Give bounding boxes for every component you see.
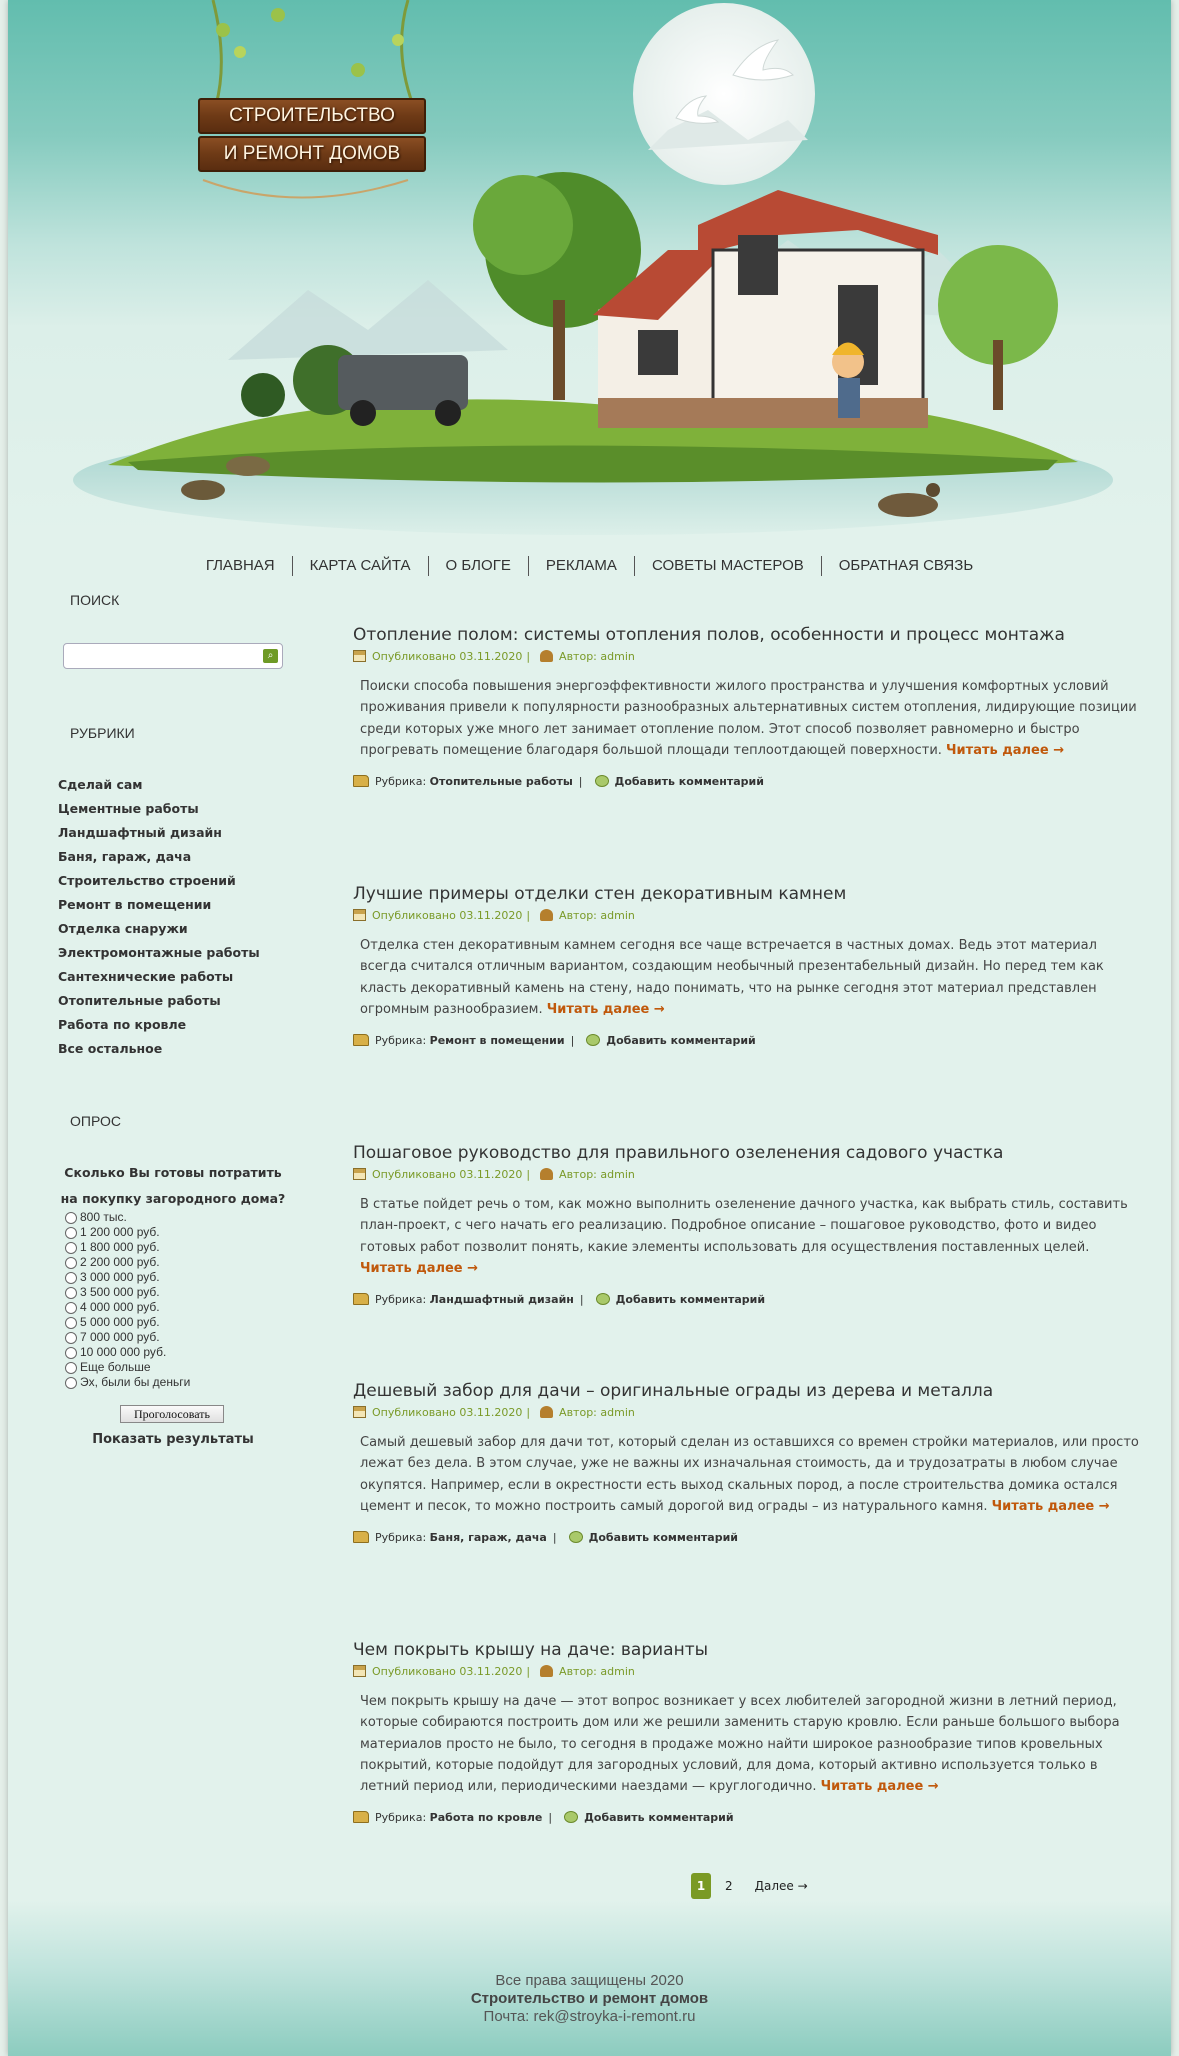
header-illustration xyxy=(8,0,1171,545)
poll-option[interactable] xyxy=(65,1240,190,1255)
category-list xyxy=(58,773,260,1061)
post-category-link[interactable]: Работа по кровле xyxy=(429,1810,543,1824)
post-excerpt-text: Чем покрыть крышу на даче — этот вопрос возникает у всех любителей загородной жизни в летний период, которые собираются построить дом или же решили заменить старую кровлю. Если раньше большого выбора материалов просто не было, то сегодня в продаже можно найти широкое разнообразие типов кровельных покрытий, которые подойдут для загородных условий, для дома, который активно используется только в летний период или, периодическими наездами — круглогодично. xyxy=(360,1694,1120,1795)
folder-icon xyxy=(353,1293,369,1305)
poll-option-label: 10 000 000 руб. xyxy=(80,1345,167,1359)
author-label: Автор: xyxy=(559,908,597,922)
category-link[interactable]: Сантехнические работы xyxy=(58,969,234,984)
radio-button[interactable] xyxy=(65,1347,77,1359)
post-date: 03.11.2020 xyxy=(459,1405,523,1419)
radio-button[interactable] xyxy=(65,1227,77,1239)
published-label: Опубликовано xyxy=(372,1664,456,1678)
poll-option-label: 1 200 000 руб. xyxy=(80,1225,160,1239)
comment-icon xyxy=(596,1293,610,1305)
post-meta: Опубликовано 03.11.2020 | Автор: admin xyxy=(353,1404,1143,1420)
user-icon xyxy=(540,909,553,921)
poll-option-label: Эх, были бы деньги xyxy=(80,1375,191,1389)
post xyxy=(353,1639,1143,1825)
post-category-link[interactable]: Отопительные работы xyxy=(429,774,573,788)
category-link[interactable]: Цементные работы xyxy=(58,801,199,816)
page-2-link[interactable]: 2 xyxy=(725,1879,733,1893)
poll-option[interactable] xyxy=(65,1225,190,1240)
radio-button[interactable] xyxy=(65,1272,77,1284)
post-footer: Рубрика: Баня, гараж, дача | Добавить комментарий xyxy=(353,1529,1143,1545)
category-label: Рубрика: xyxy=(375,774,427,788)
radio-button[interactable] xyxy=(65,1332,77,1344)
poll-option[interactable] xyxy=(65,1285,190,1300)
show-results-link[interactable]: Показать результаты xyxy=(92,1432,254,1447)
page xyxy=(8,0,1171,2056)
user-icon xyxy=(540,1406,553,1418)
post-excerpt-text: Отделка стен декоративным камнем сегодня все чаще встречается в частных домах. Ведь этот материал всегда считался отличным вариантом, создающим необычный презентабельный дизайн. Но перед тем как класть декоративный камень на стену, надо понимать, что на рынке сегодня этот материал представлен огромным разнообразием. xyxy=(360,938,1104,1017)
nav-ads[interactable]: РЕКЛАМА xyxy=(528,556,634,576)
post-title[interactable]: Отопление полом: системы отопления полов, особенности и процесс монтажа xyxy=(353,625,1065,645)
author-label: Автор: xyxy=(559,1167,597,1181)
post-excerpt xyxy=(360,1432,1140,1517)
post xyxy=(353,883,1143,1048)
calendar-icon xyxy=(353,909,366,921)
comment-icon xyxy=(595,775,609,787)
category-link[interactable]: Ландшафтный дизайн xyxy=(58,825,222,840)
poll-option[interactable] xyxy=(65,1375,190,1390)
post-date: 03.11.2020 xyxy=(459,908,523,922)
radio-button[interactable] xyxy=(65,1242,77,1254)
poll-option-label: 3 000 000 руб. xyxy=(80,1270,160,1284)
poll-option[interactable] xyxy=(65,1300,190,1315)
post-category-link[interactable]: Ремонт в помещении xyxy=(429,1033,565,1047)
logo-line-2: И РЕМОНТ ДОМОВ xyxy=(198,136,426,172)
poll-options xyxy=(65,1210,190,1390)
add-comment-link[interactable]: Добавить комментарий xyxy=(614,774,764,788)
folder-icon xyxy=(353,775,369,787)
poll-question: Сколько Вы готовы потратить на покупку загородного дома? xyxy=(60,1165,286,1206)
nav-tips[interactable]: СОВЕТЫ МАСТЕРОВ xyxy=(634,556,821,576)
user-icon xyxy=(540,1665,553,1677)
comment-icon xyxy=(586,1034,600,1046)
read-more-link[interactable]: Читать далее → xyxy=(991,1498,1110,1514)
poll-option[interactable] xyxy=(65,1330,190,1345)
published-label: Опубликовано xyxy=(372,1405,456,1419)
add-comment-link[interactable]: Добавить комментарий xyxy=(588,1530,739,1544)
poll-option[interactable] xyxy=(65,1210,190,1225)
post-title[interactable]: Лучшие примеры отделки стен декоративным камнем xyxy=(353,884,847,904)
radio-button[interactable] xyxy=(65,1257,77,1269)
post-title[interactable]: Дешевый забор для дачи – оригинальные ограды из дерева и металла xyxy=(353,1381,994,1401)
comment-icon xyxy=(564,1811,578,1823)
nav-sitemap[interactable]: КАРТА САЙТА xyxy=(292,556,428,576)
radio-button[interactable] xyxy=(65,1317,77,1329)
post-date: 03.11.2020 xyxy=(459,1664,523,1678)
search-title: ПОИСК xyxy=(70,592,120,608)
categories-title: РУБРИКИ xyxy=(70,725,135,741)
category-link[interactable]: Все остальное xyxy=(58,1041,163,1056)
calendar-icon xyxy=(353,650,366,662)
moon-shape xyxy=(633,3,815,185)
poll-title: ОПРОС xyxy=(70,1113,121,1129)
poll-option-label: 5 000 000 руб. xyxy=(80,1315,160,1329)
post-title[interactable]: Чем покрыть крышу на даче: варианты xyxy=(353,1640,709,1660)
poll-option-label: 4 000 000 руб. xyxy=(80,1300,160,1314)
poll-option-label: 3 500 000 руб. xyxy=(80,1285,160,1299)
poll-option-label: 800 тыс. xyxy=(80,1210,127,1224)
post-footer: Рубрика: Работа по кровле | Добавить комментарий xyxy=(353,1809,1143,1825)
post-date: 03.11.2020 xyxy=(459,1167,523,1181)
post-category-link[interactable]: Баня, гараж, дача xyxy=(429,1530,547,1544)
logo-line-1: СТРОИТЕЛЬСТВО xyxy=(198,98,426,134)
footer-site-name: Строительство и ремонт домов xyxy=(470,1990,709,2007)
post-footer: Рубрика: Ландшафтный дизайн | Добавить комментарий xyxy=(353,1291,1143,1307)
category-link[interactable]: Ремонт в помещении xyxy=(58,897,212,912)
add-comment-link[interactable]: Добавить комментарий xyxy=(606,1033,756,1047)
page-current[interactable]: 1 xyxy=(691,1873,711,1899)
post-excerpt xyxy=(360,676,1140,761)
poll-option-label: Еще больше xyxy=(80,1360,151,1374)
category-link[interactable]: Строительство строений xyxy=(58,873,236,888)
category-label: Рубрика: xyxy=(375,1810,427,1824)
read-more-link[interactable]: Читать далее → xyxy=(946,742,1065,758)
author-label: Автор: xyxy=(559,1405,597,1419)
site-logo[interactable] xyxy=(198,98,426,178)
poll-option-label: 2 200 000 руб. xyxy=(80,1255,160,1269)
post-excerpt xyxy=(360,1194,1140,1279)
nav-home[interactable]: ГЛАВНАЯ xyxy=(205,557,275,574)
site-footer xyxy=(8,1900,1171,2056)
comment-icon xyxy=(569,1531,583,1543)
category-label: Рубрика: xyxy=(375,1292,427,1306)
add-comment-link[interactable]: Добавить комментарий xyxy=(615,1292,766,1306)
author-label: Автор: xyxy=(559,649,597,663)
poll-option[interactable] xyxy=(65,1270,190,1285)
folder-icon xyxy=(353,1811,369,1823)
search-icon: ⌕ xyxy=(267,650,274,661)
main-nav xyxy=(8,554,1171,578)
category-link[interactable]: Сделай сам xyxy=(58,777,143,792)
published-label: Опубликовано xyxy=(372,908,456,922)
category-link[interactable]: Работа по кровле xyxy=(58,1017,187,1032)
poll-option[interactable] xyxy=(65,1345,190,1360)
post-date: 03.11.2020 xyxy=(459,649,523,663)
post-meta: Опубликовано 03.11.2020 | Автор: admin xyxy=(353,1663,1143,1679)
category-link[interactable]: Отделка снаружи xyxy=(58,921,188,936)
read-more-link[interactable]: Читать далее → xyxy=(546,1001,665,1017)
search-input[interactable] xyxy=(63,643,283,669)
category-link[interactable]: Электромонтажные работы xyxy=(58,945,260,960)
radio-button[interactable] xyxy=(65,1212,77,1224)
post-meta: Опубликовано 03.11.2020 | Автор: admin xyxy=(353,648,1143,664)
copyright-text: Все права защищены 2020 xyxy=(495,1972,684,1989)
calendar-icon xyxy=(353,1168,366,1180)
folder-icon xyxy=(353,1531,369,1543)
category-link[interactable]: Баня, гараж, дача xyxy=(58,849,192,864)
poll-option[interactable] xyxy=(65,1255,190,1270)
header-banner xyxy=(8,0,1171,545)
poll-option[interactable] xyxy=(65,1360,190,1375)
post-excerpt-text: Самый дешевый забор для дачи тот, который сделан из оставшихся со времен стройки материалов, или просто лежат без дела. В этом случае, уже не важны их изначальная стоимость, да и трудозатраты в любом случае окупятся. Например, если в окрестности есть выход скальных пород, а после строительства домика остался цемент и песок, то можно построить самый дорогой вид ограды – из натурального камня. xyxy=(360,1435,1139,1514)
post-footer: Рубрика: Ремонт в помещении | Добавить комментарий xyxy=(353,1032,1143,1048)
post-footer: Рубрика: Отопительные работы | Добавить комментарий xyxy=(353,773,1143,789)
post-category-link[interactable]: Ландшафтный дизайн xyxy=(429,1292,574,1306)
add-comment-link[interactable]: Добавить комментарий xyxy=(584,1810,734,1824)
post-author[interactable]: admin xyxy=(600,649,635,663)
folder-icon xyxy=(353,1034,369,1046)
post-excerpt-text: Поиски способа повышения энергоэффективности жилого пространства и улучшения комфортных условий проживания привели к популярности разнообразных альтернативных систем отопления, лидирующие позиции среди которых уже много лет занимает отопление полом. Этот способ позволяет равномерно и быстро прогревать помещение благодаря большой площади теплоотдающей поверхности. xyxy=(360,679,1137,758)
poll-option-label: 1 800 000 руб. xyxy=(80,1240,160,1254)
poll-option-label: 7 000 000 руб. xyxy=(80,1330,160,1344)
nav-about[interactable]: О БЛОГЕ xyxy=(428,556,528,576)
post-author[interactable]: admin xyxy=(600,1664,635,1678)
vote-button[interactable]: Проголосовать xyxy=(120,1405,224,1423)
pagination xyxy=(691,1873,808,1899)
radio-button[interactable] xyxy=(65,1362,77,1374)
next-page-link[interactable]: Далее → xyxy=(754,1879,808,1893)
post xyxy=(353,1380,1143,1545)
post-author[interactable]: admin xyxy=(600,1405,635,1419)
category-link[interactable]: Отопительные работы xyxy=(58,993,221,1008)
post-meta: Опубликовано 03.11.2020 | Автор: admin xyxy=(353,907,1143,923)
read-more-link[interactable]: Читать далее → xyxy=(820,1779,939,1795)
radio-button[interactable] xyxy=(65,1287,77,1299)
poll-option[interactable] xyxy=(65,1315,190,1330)
post-excerpt xyxy=(360,935,1140,1020)
post xyxy=(353,1142,1143,1307)
post-meta: Опубликовано 03.11.2020 | Автор: admin xyxy=(353,1166,1143,1182)
calendar-icon xyxy=(353,1406,366,1418)
search-button[interactable] xyxy=(263,649,278,663)
radio-button[interactable] xyxy=(65,1302,77,1314)
footer-email[interactable]: Почта: rek@stroyka-i-remont.ru xyxy=(483,2008,696,2025)
author-label: Автор: xyxy=(559,1664,597,1678)
post xyxy=(353,624,1143,789)
post-excerpt xyxy=(360,1691,1140,1797)
nav-contact[interactable]: ОБРАТНАЯ СВЯЗЬ xyxy=(821,556,990,576)
published-label: Опубликовано xyxy=(372,649,456,663)
post-author[interactable]: admin xyxy=(600,908,635,922)
category-label: Рубрика: xyxy=(375,1530,427,1544)
radio-button[interactable] xyxy=(65,1377,77,1389)
user-icon xyxy=(540,650,553,662)
published-label: Опубликовано xyxy=(372,1167,456,1181)
category-label: Рубрика: xyxy=(375,1033,427,1047)
post-excerpt-text: В статье пойдет речь о том, как можно выполнить озеленение дачного участка, как выбрать стиль, составить план-проект, с чего начать его реализацию. Подробное описание – пошаговое руководство, фото и видео готовых работ позволит понять, какие элементы использовать для осуществления поставленных целей. xyxy=(360,1197,1128,1255)
user-icon xyxy=(540,1168,553,1180)
post-title[interactable]: Пошаговое руководство для правильного озеленения садового участка xyxy=(353,1143,1004,1163)
calendar-icon xyxy=(353,1665,366,1677)
post-author[interactable]: admin xyxy=(600,1167,635,1181)
read-more-link[interactable]: Читать далее → xyxy=(360,1260,479,1276)
